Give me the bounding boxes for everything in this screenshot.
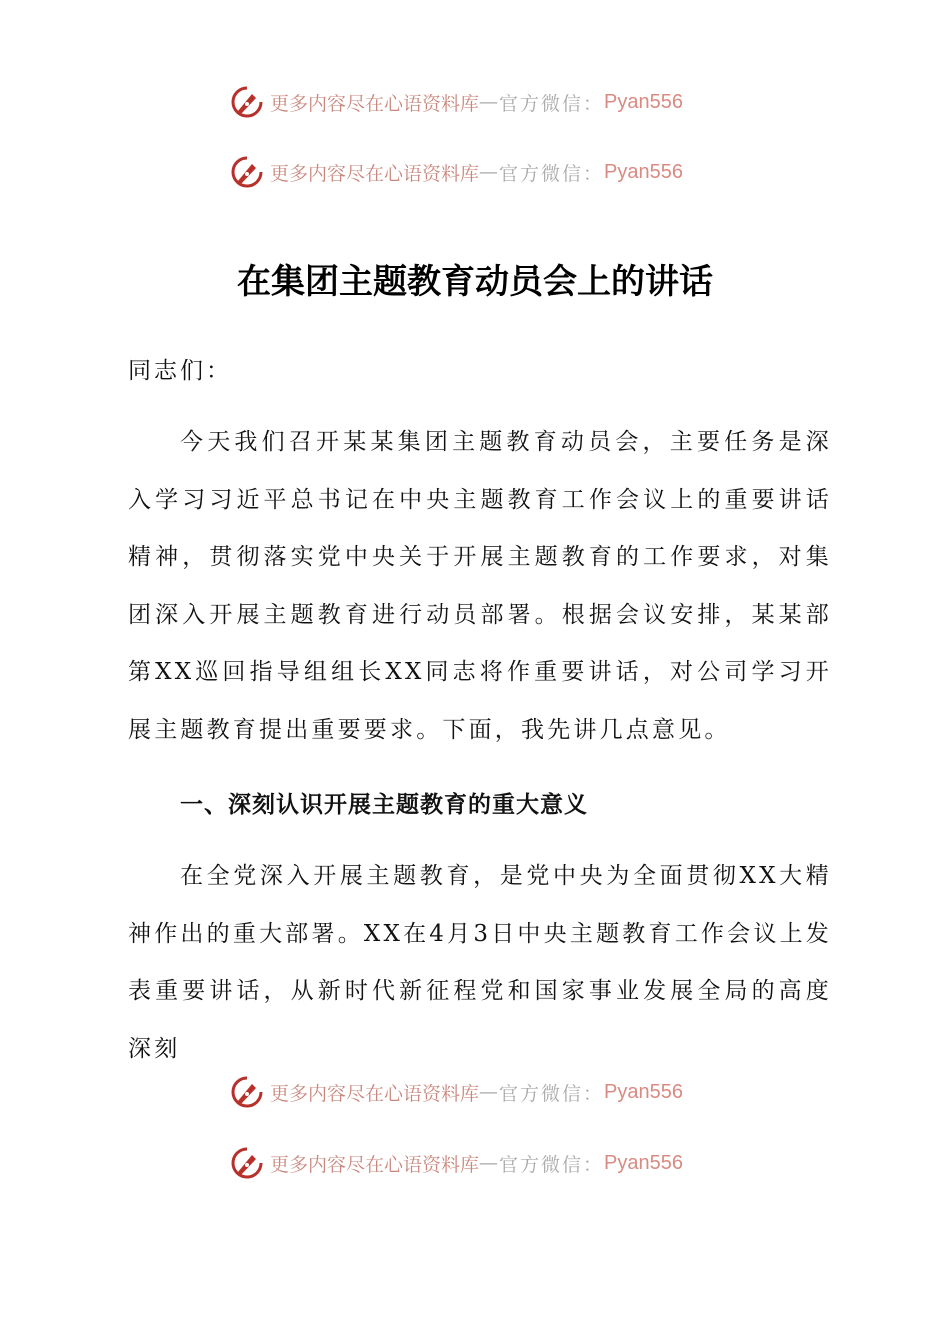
watermark-separator: — [479,1152,500,1174]
header-watermark-2 [230,152,750,192]
watermark-wechat-label: 官方微信： [499,1082,605,1105]
watermark-brand-text: 更多内容尽在心语资料库 [270,1082,480,1105]
footer-watermark-1 [230,1072,750,1112]
document-title: 在集团主题教育动员会上的讲话 [237,262,713,302]
paragraph-intro: 今天我们召开某某集团主题教育动员会，主要任务是深入学习习近平总书记在中央主题教育工作会议上的重要讲话精神，贯彻落实党中央关于开展主题教育的工作要求，对集团深入开展主题教育进行动员部署。根据会议安排，某某部第XX巡回指导组组长XX同志将作重要讲话，对公司学习开展主题教育提出重要要求。下面，我先讲几点意见。 [128,429,832,743]
watermark-wechat-id: Pyan556 [604,1080,683,1103]
section-heading-1: 一、深刻认识开展主题教育的重大意义 [180,792,588,818]
salutation: 同志们： [128,358,232,384]
watermark-wechat-id: Pyan556 [604,90,683,113]
pen-nib-logo-icon [230,155,264,189]
watermark-wechat-label: 官方微信： [499,162,605,185]
pen-nib-logo-icon [230,1075,264,1109]
watermark-wechat-id: Pyan556 [604,1151,683,1174]
watermark-brand-text: 更多内容尽在心语资料库 [270,162,480,185]
watermark-separator: — [479,1081,500,1103]
watermark-brand-text: 更多内容尽在心语资料库 [270,1153,480,1176]
watermark-separator: — [479,91,500,113]
footer-watermark-2 [230,1143,750,1183]
watermark-wechat-label: 官方微信： [499,1153,605,1176]
pen-nib-logo-icon [230,85,264,119]
watermark-wechat-id: Pyan556 [604,160,683,183]
header-watermark-1 [230,82,750,122]
watermark-brand-text: 更多内容尽在心语资料库 [270,92,480,115]
watermark-separator: — [479,161,500,183]
paragraph-section-1: 在全党深入开展主题教育，是党中央为全面贯彻XX大精神作出的重大部署。XX在4月3日中央主题教育工作会议上发表重要讲话，从新时代新征程党和国家事业发展全局的高度深刻 [128,863,832,1062]
watermark-wechat-label: 官方微信： [499,92,605,115]
pen-nib-logo-icon [230,1146,264,1180]
